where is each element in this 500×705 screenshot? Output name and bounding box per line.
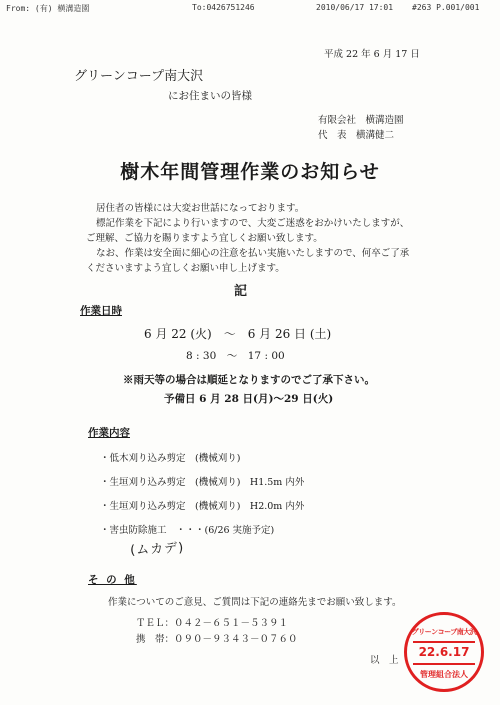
handwritten-note: (ムカデ) (129, 540, 185, 559)
schedule-dates: 6 月 22 (火) ～ 6 月 26 日 (土) (144, 327, 332, 341)
recipient-name: グリーンコープ南大沢 (74, 69, 204, 84)
intro-line: くださいますよう宜しくお願い申し上げます。 (86, 263, 285, 274)
fax-datetime: 2010/06/17 17:01 (316, 3, 394, 12)
work-item: ・害虫防除施工 ・・・(6/26 実施予定) (100, 525, 275, 536)
contact-tel: ＴＥＬ：０４２－６５１－５３９１ (136, 618, 289, 629)
work-item: ・生垣刈り込み剪定 (機械刈り) H1.5m 内外 (100, 477, 305, 488)
closing-mark: 以 上 (370, 655, 399, 666)
sender-representative: 代 表 横溝健二 (318, 130, 395, 141)
rain-note: ※雨天等の場合は順延となりますのでご了承下さい。 (123, 374, 375, 386)
sender-company: 有限会社 横溝造園 (318, 115, 404, 126)
work-item: ・生垣刈り込み剪定 (機械刈り) H2.0m 内外 (100, 501, 305, 512)
intro-line: 居住者の皆様には大変お世話になっております。 (96, 203, 305, 214)
reserve-dates: 予備日 6 月 28 日(月)～29 日(火) (164, 393, 334, 405)
received-stamp (404, 612, 484, 692)
work-item: ・低木刈り込み剪定 (機械刈り) (100, 453, 241, 464)
intro-line: 標記作業を下記により行いますので、大変ご迷惑をおかけいたしますが、 (96, 218, 410, 229)
other-text: 作業についてのご意見、ご質問は下記の連絡先までお願い致します。 (108, 597, 402, 608)
recipient-suffix: にお住まいの皆様 (168, 90, 252, 102)
stamp-bottom-text: 管理組合法人 (420, 670, 468, 679)
fax-page: #263 P.001/001 (412, 3, 480, 12)
fax-from: From: (有) 横溝造園 (6, 4, 90, 13)
document-title: 樹木年間管理作業のお知らせ (120, 161, 380, 183)
other-heading: そ の 他 (88, 574, 137, 586)
intro-line: なお、作業は安全面に細心の注意を払い実施いたしますので、何卒ご了承 (96, 248, 410, 259)
document-date: 平成 22 年 6 月 17 日 (324, 49, 420, 60)
intro-line: ご理解、ご協力を賜りますよう宜しくお願い致します。 (86, 233, 323, 244)
ki-mark: 記 (234, 284, 248, 299)
schedule-times: 8 : 30 ～ 17 : 00 (186, 350, 285, 362)
stamp-top-text: グリーンコープ南大沢 (411, 628, 477, 636)
schedule-heading: 作業日時 (80, 305, 122, 317)
fax-to: To:0426751246 (192, 3, 255, 12)
contact-mobile: 携 帯：０９０－９３４３－０７６０ (136, 634, 298, 645)
work-heading: 作業内容 (88, 427, 130, 439)
stamp-date: 22.6.17 (418, 645, 470, 659)
